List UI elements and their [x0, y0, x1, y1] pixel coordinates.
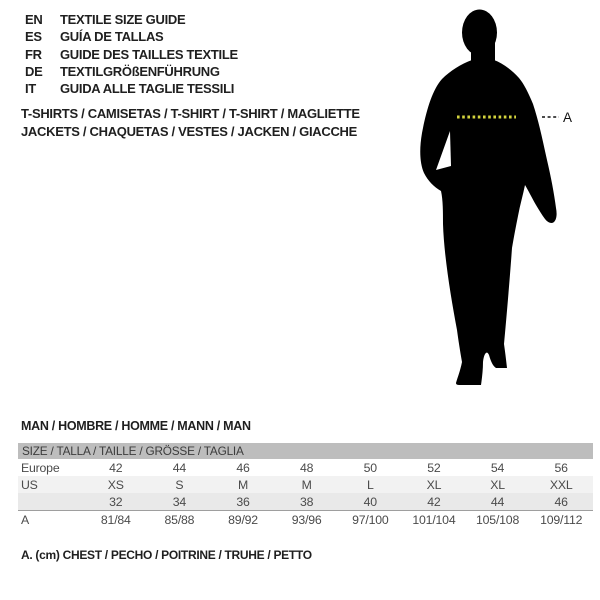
language-row-it	[25, 80, 238, 97]
table-cell: XL	[490, 477, 505, 492]
table-cell: 48	[300, 460, 314, 475]
language-row-de	[25, 63, 238, 80]
category-tshirts: T-SHIRTS / CAMISETAS / T-SHIRT / T-SHIRT / MAGLIETTE	[21, 106, 360, 121]
row-label: Europe	[21, 460, 60, 475]
table-cell: 44	[490, 494, 505, 509]
language-row-es	[25, 28, 238, 45]
table-cell: 109/112	[529, 511, 593, 529]
table-cell: XXL	[549, 477, 573, 492]
section-title-man: MAN / HOMBRE / HOMME / MANN / MAN	[21, 419, 251, 433]
table-cell: 105/108	[466, 511, 530, 529]
table-row-alt-size	[18, 493, 593, 511]
table-cell: 97/100	[339, 511, 403, 529]
table-cell: XL	[426, 477, 442, 492]
table-cell: M	[238, 477, 249, 492]
language-code: EN	[25, 12, 43, 27]
table-cell: 81/84	[84, 511, 148, 529]
language-code: FR	[25, 46, 42, 62]
table-row-us	[18, 476, 593, 493]
table-row-chest-a	[18, 511, 593, 529]
table-cell: 42	[109, 460, 123, 475]
table-cell: 52	[427, 460, 441, 475]
table-cell: XS	[107, 477, 124, 492]
language-code: DE	[25, 63, 43, 79]
table-cell: 42	[427, 494, 441, 509]
table-cell: 89/92	[211, 511, 275, 529]
language-label: GUIDE DES TAILLES TEXTILE	[60, 46, 238, 62]
measure-marker-a: A	[563, 110, 573, 125]
language-label: GUIDA ALLE TAGLIE TESSILI	[60, 81, 235, 97]
measurement-footnote: A. (cm) CHEST / PECHO / POITRINE / TRUHE / PETTO	[21, 548, 312, 562]
table-cell: 50	[363, 460, 377, 475]
table-cell: 85/88	[148, 511, 212, 529]
size-table-header: SIZE / TALLA / TAILLE / GRÖSSE / TAGLIA	[18, 443, 593, 459]
row-label: A	[18, 511, 84, 529]
row-label	[18, 493, 84, 511]
table-cell: 101/104	[402, 511, 466, 529]
silhouette-body	[420, 60, 556, 385]
table-row-europe	[18, 459, 593, 476]
language-row-fr	[25, 46, 238, 63]
language-code: IT	[25, 81, 36, 97]
language-label: TEXTILGRÖßENFÜHRUNG	[60, 63, 220, 79]
table-cell: 93/96	[275, 511, 339, 529]
table-cell: 44	[172, 460, 187, 475]
row-label: US	[21, 477, 38, 492]
table-cell: 54	[490, 460, 505, 475]
table-cell: 46	[236, 460, 250, 475]
table-cell: S	[175, 477, 184, 492]
table-cell: 46	[554, 494, 568, 509]
table-cell: 32	[109, 494, 123, 509]
language-list	[25, 11, 238, 97]
man-silhouette-figure	[415, 0, 580, 395]
language-label: GUÍA DE TALLAS	[60, 29, 164, 45]
size-table	[18, 443, 593, 528]
table-cell: L	[366, 477, 374, 492]
table-cell: 34	[172, 494, 187, 509]
language-row-en	[25, 11, 238, 28]
table-cell: 38	[300, 494, 314, 509]
table-cell: M	[301, 477, 312, 492]
table-cell: 40	[363, 494, 377, 509]
table-cell: 36	[236, 494, 250, 509]
table-cell: 56	[554, 460, 568, 475]
man-silhouette	[420, 10, 556, 386]
garment-categories	[21, 105, 360, 141]
language-label: TEXTILE SIZE GUIDE	[60, 12, 186, 27]
language-code: ES	[25, 29, 42, 45]
category-jackets: JACKETS / CHAQUETAS / VESTES / JACKEN / GIACCHE	[21, 124, 357, 139]
size-table-header-row	[18, 443, 593, 459]
